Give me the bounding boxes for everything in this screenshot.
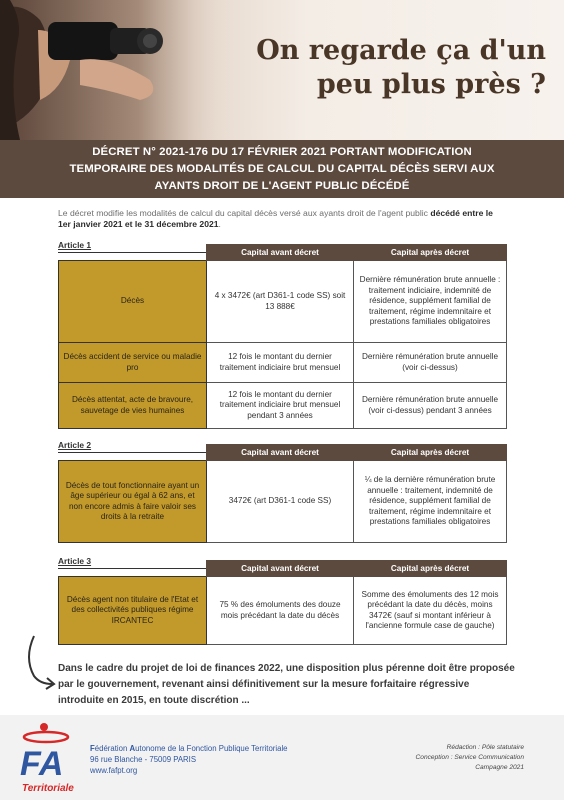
row-avant: 3472€ (art D361-1 code SS) bbox=[207, 461, 354, 543]
decree-title-banner bbox=[0, 140, 564, 198]
hero-title-line1: On regarde ça d'un bbox=[256, 35, 546, 66]
row-avant: 75 % des émoluments des douze mois précédant la date du décès bbox=[207, 577, 354, 645]
article-2-table bbox=[58, 444, 507, 543]
article-1-table bbox=[58, 244, 507, 429]
fa-territoriale-logo bbox=[16, 721, 78, 797]
fed-part1: édération bbox=[94, 744, 130, 753]
table-row bbox=[59, 383, 507, 429]
article-1-section bbox=[58, 240, 506, 430]
banner-line3: AYANTS DROIT DE L'AGENT PUBLIC DÉCÉDÉ bbox=[154, 180, 410, 192]
logo-subtitle: Territoriale bbox=[22, 783, 74, 794]
article-3-label: Article 3 bbox=[58, 556, 92, 566]
row-apres: Dernière rémunération brute annuelle (voir ci-dessus) pendant 3 années bbox=[354, 383, 507, 429]
article-2-label: Article 2 bbox=[58, 440, 92, 450]
row-avant: 12 fois le montant du dernier traitement indiciaire brut mensuel bbox=[207, 343, 354, 383]
intro-end: . bbox=[218, 219, 221, 229]
row-apres: ¼ de la dernière rémunération brute annuelle : traitement, indemnité de résidence, supplément familial de traitement, régime indemnitaire et prestations familiales obligatoires bbox=[354, 461, 507, 543]
table-row bbox=[59, 261, 507, 343]
header-apres: Capital après décret bbox=[354, 561, 507, 577]
row-apres: Somme des émoluments des 12 mois précédant la date du décès, moins 3472€ (sauf si montant inférieur à l'ancienne formule case de gauche) bbox=[354, 577, 507, 645]
hero-banner bbox=[0, 0, 564, 140]
row-category: Décès accident de service ou maladie pro bbox=[59, 343, 207, 383]
photographer-photo bbox=[0, 0, 230, 140]
header-avant: Capital avant décret bbox=[207, 445, 354, 461]
hero-title-line2: peu plus près ? bbox=[316, 69, 546, 100]
row-avant: 12 fois le montant du dernier traitement indiciaire brut mensuel pendant 3 années bbox=[207, 383, 354, 429]
row-category: Décès agent non titulaire de l'Etat et des collectivités publiques régime IRCANTEC bbox=[59, 577, 207, 645]
row-category: Décès bbox=[59, 261, 207, 343]
row-category: Décès attentat, acte de bravoure, sauvetage de vies humaines bbox=[59, 383, 207, 429]
article-3-table bbox=[58, 560, 507, 645]
article-2-section bbox=[58, 440, 506, 545]
blank-header bbox=[59, 561, 207, 577]
credit-conception: Conception : Service Communication bbox=[415, 754, 524, 761]
intro-paragraph bbox=[58, 208, 508, 230]
row-apres: Dernière rémunération brute annuelle : traitement indiciaire, indemnité de résidence, supplément familial de traitement, régime indemnitaire et prestations familiales obligatoires bbox=[354, 261, 507, 343]
federation-name bbox=[90, 743, 288, 754]
row-category: Décès de tout fonctionnaire ayant un âge supérieur ou égal à 62 ans, et non encore admis à faire valoir ses droits à la retraite bbox=[59, 461, 207, 543]
header-avant: Capital avant décret bbox=[207, 561, 354, 577]
logo-letters: FA bbox=[20, 745, 64, 783]
row-avant: 4 x 3472€ (art D361-1 code SS) soit 13 888€ bbox=[207, 261, 354, 343]
credit-redaction: Rédaction : Pôle statutaire bbox=[446, 744, 524, 751]
banner-line1: DÉCRET N° 2021-176 DU 17 FÉVRIER 2021 PORTANT MODIFICATION bbox=[92, 146, 472, 158]
intro-text: Le décret modifie les modalités de calcul du capital décès versé aux ayants droit de l'agent public bbox=[58, 208, 431, 218]
fed-initial-f: F bbox=[90, 744, 95, 753]
table-row bbox=[59, 577, 507, 645]
header-avant: Capital avant décret bbox=[207, 245, 354, 261]
blank-header bbox=[59, 245, 207, 261]
row-apres: Dernière rémunération brute annuelle (voir ci-dessus) bbox=[354, 343, 507, 383]
federation-address: 96 rue Blanche - 75009 PARIS bbox=[90, 755, 197, 764]
banner-line2: TEMPORAIRE DES MODALITÉS DE CALCUL DU CAPITAL DÉCÈS SERVI AUX bbox=[69, 163, 495, 175]
article-3-section bbox=[58, 556, 506, 651]
fed-part2: utonome de la Fonction Publique Territoriale bbox=[135, 744, 288, 753]
blank-header bbox=[59, 445, 207, 461]
table-row bbox=[59, 343, 507, 383]
federation-info bbox=[90, 743, 288, 776]
footer bbox=[0, 715, 564, 800]
intro-bold-dates: décédé entre le 1er janvier 2021 et le 31 décembre 2021 bbox=[58, 208, 493, 229]
credit-campaign: Campagne 2021 bbox=[475, 764, 524, 771]
federation-website-link[interactable]: www.fafpt.org bbox=[90, 766, 138, 775]
article-1-label: Article 1 bbox=[58, 240, 92, 250]
conclusion-paragraph: Dans le cadre du projet de loi de finances 2022, une disposition plus pérenne doit être proposée par le gouvernement, revenant ainsi définitivement sur la mesure forfaitaire régressive introduite en 2015, en toute discrétion ... bbox=[58, 663, 515, 706]
curved-arrow-icon bbox=[20, 632, 60, 692]
credits bbox=[416, 743, 524, 773]
table-row bbox=[59, 461, 507, 543]
header-apres: Capital après décret bbox=[354, 445, 507, 461]
fed-initial-a: A bbox=[129, 744, 136, 753]
hero-title bbox=[206, 34, 546, 102]
header-apres: Capital après décret bbox=[354, 245, 507, 261]
